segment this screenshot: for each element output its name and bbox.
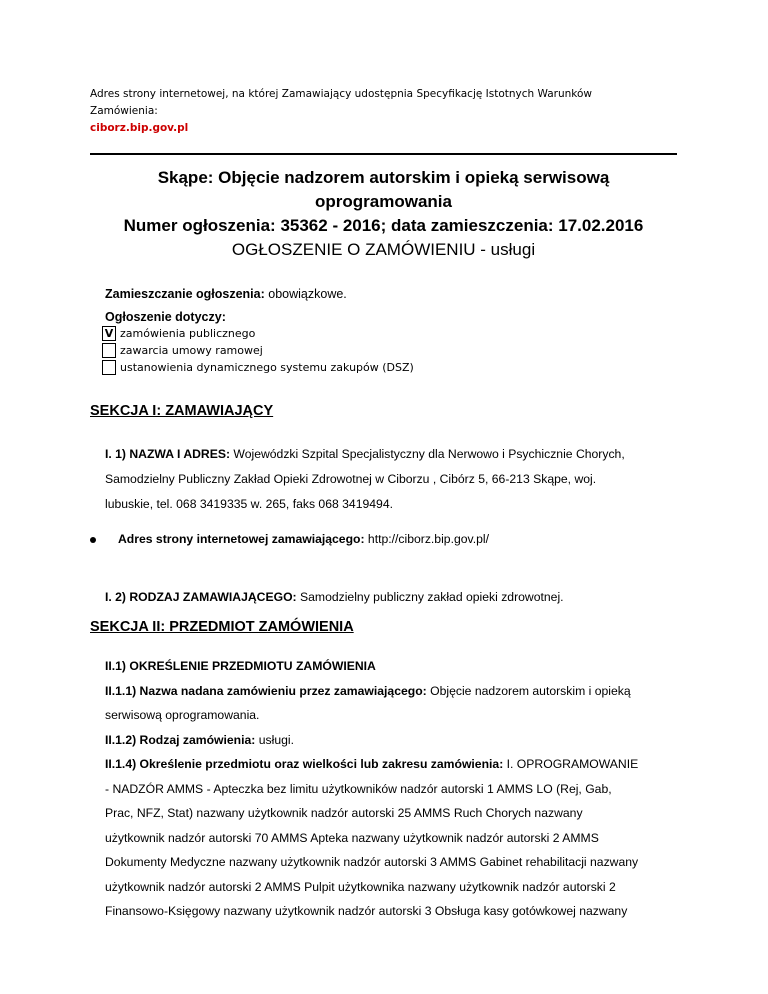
name-address-line1: Wojewódzki Szpital Specjalistyczny dla Nerwowo i Psychicznie Chorych, [230,447,625,461]
section1-name-address [105,442,685,517]
checkbox-framework-agreement[interactable] [102,343,116,358]
scope-first: I. OPROGRAMOWANIE [503,757,639,771]
name-address-line3: lubuskie, tel. 068 3419335 w. 265, faks 068 3419494. [105,497,393,511]
sivz-notice [90,86,650,137]
contract-kind-label: II.1.2) Rodzaj zamówienia: [105,732,256,747]
contract-name-label: II.1.1) Nazwa nadana zamówieniu przez zamawiającego: [105,683,427,698]
concerns-options [102,325,414,376]
option-label: zamówienia publicznego [120,327,256,340]
posting-label: Zamieszczanie ogłoszenia: [105,287,265,301]
section1-heading: SEKCJA I: ZAMAWIAJĄCY [90,403,274,419]
sivz-text-line2: Zamówienia: [90,105,158,117]
contracting-type-label: I. 2) RODZAJ ZAMAWIAJĄCEGO: [105,590,297,604]
option-public-contract [102,325,414,342]
scope-line4: Dokumenty Medyczne nazwany użytkownik nadzór autorski 3 AMMS Gabinet rehabilitacji nazwany [105,855,639,869]
contracting-type [105,585,685,610]
posting-value: obowiązkowe. [264,287,347,301]
bullet-icon [90,537,96,543]
scope-line3: użytkownik nadzór autorski 70 AMMS Apteka nazwany użytkownik nadzór autorski 2 AMMS [105,830,599,845]
scope-line2: Prac, NFZ, Stat) nazwany użytkownik nadzór autorski 25 AMMS Ruch Chorych nazwany [105,806,583,820]
option-framework-agreement [102,342,414,359]
announcement-number: Numer ogłoszenia: 35362 - 2016; data zamieszczenia: 17.02.2016 [123,216,644,235]
sivz-link[interactable]: ciborz.bip.gov.pl [90,122,189,134]
website-label: Adres strony internetowej zamawiającego: [118,532,365,546]
concerns-label-text: Ogłoszenie dotyczy: [105,310,226,324]
contracting-type-value: Samodzielny publiczny zakład opieki zdrowotnej. [296,590,564,604]
contract-kind-value: usługi. [255,732,294,747]
announcement-type: OGŁOSZENIE O ZAMÓWIENIU - usługi [231,240,536,259]
option-label: ustanowienia dynamicznego systemu zakupów (DSZ) [120,361,414,374]
scope-label: II.1.4) Określenie przedmiotu oraz wielkości lub zakresu zamówienia: [105,757,504,771]
name-address-line2: Samodzielny Publiczny Zakład Opieki Zdrowotnej w Ciborzu , Cibórz 5, 66-213 Skąpe, woj. [105,472,597,486]
contract-name-value2: serwisową oprogramowania. [105,708,260,722]
checkbox-dps[interactable] [102,360,116,375]
checkbox-public-contract[interactable]: V [102,326,116,341]
sivz-text-line1: Adres strony internetowej, na której Zamawiający udostępnia Specyfikację Istotnych Warunków [90,88,593,100]
scope-line6: Finansowo-Księgowy nazwany użytkownik nadzór autorski 3 Obsługa kasy gotówkowej nazwany [105,904,628,918]
website-item [90,532,489,546]
option-dps [102,359,414,376]
option-label: zawarcia umowy ramowej [120,344,263,357]
name-address-label: I. 1) NAZWA I ADRES: [105,447,231,461]
document-title [90,166,677,262]
scope-line5: użytkownik nadzór autorski 2 AMMS Pulpit użytkownika nazwany użytkownik nadzór autorski 2 [105,879,616,894]
section2-heading: SEKCJA II: PRZEDMIOT ZAMÓWIENIA [90,619,354,635]
title-line2: oprogramowania [315,192,452,211]
contract-name-value: Objęcie nadzorem autorskim i opieką [426,683,631,698]
header-divider [90,153,677,155]
subject-definition-heading: II.1) OKREŚLENIE PRZEDMIOTU ZAMÓWIENIA [105,659,376,673]
concerns-label [105,310,226,324]
section2-body [105,654,685,924]
posting-info [105,287,347,301]
title-line1: Skąpe: Objęcie nadzorem autorskim i opieką serwisową [157,168,610,187]
website-value[interactable]: http://ciborz.bip.gov.pl/ [364,532,489,546]
scope-line1: - NADZÓR AMMS - Apteczka bez limitu użytkowników nadzór autorski 1 AMMS LO (Rej, Gab, [105,781,612,796]
